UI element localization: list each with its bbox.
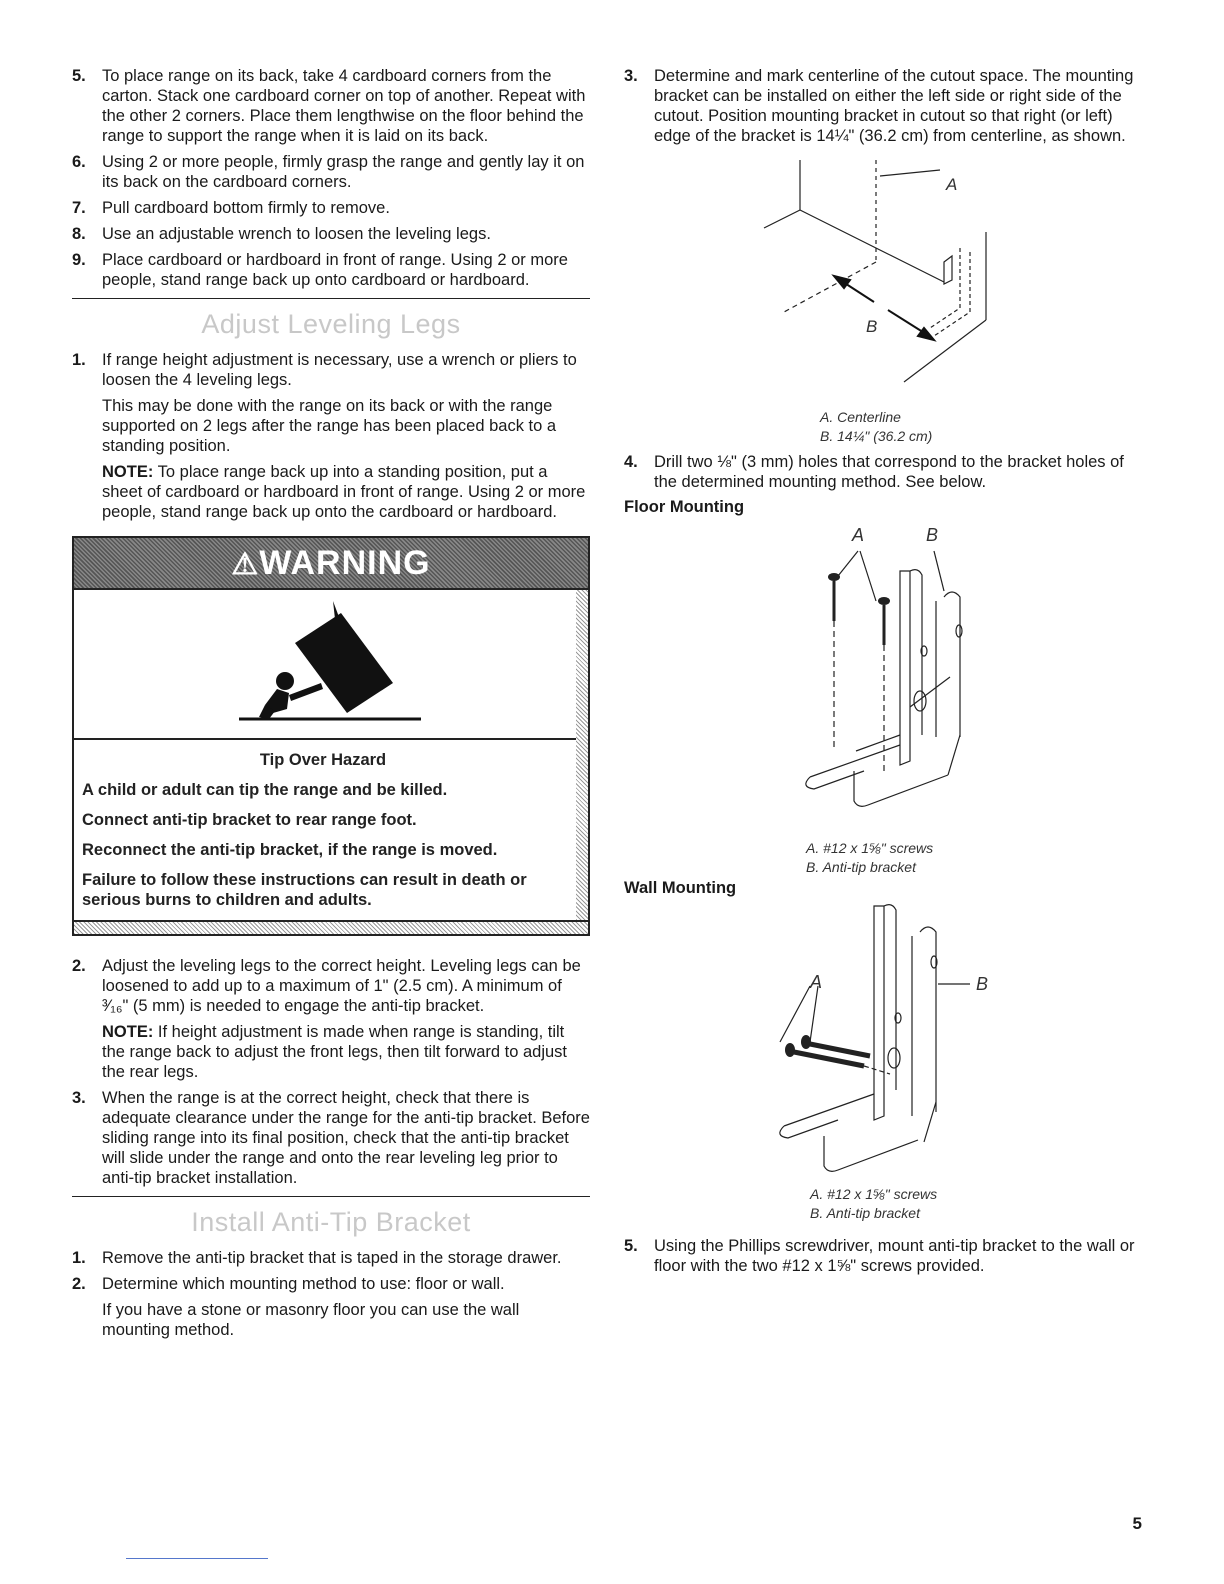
section-title-install: Install Anti-Tip Bracket [191, 1207, 471, 1237]
step-item: 8. Use an adjustable wrench to loosen the leveling legs. [72, 225, 491, 243]
section-divider [72, 298, 590, 299]
label-b: B [976, 974, 989, 994]
wall-bracket-diagram [624, 902, 1144, 1202]
warning-box [72, 536, 590, 936]
note-paragraph: NOTE: If height adjustment is made when range is standing, tilt the range back to adjust the front legs, then tilt forward to adjust the rear legs. [102, 1023, 568, 1081]
footer-rule [126, 1558, 268, 1559]
caption-b: B. 14¼" (36.2 cm) [820, 428, 933, 444]
centerline-diagram [624, 152, 1144, 402]
step-item: 5. Using the Phillips screwdriver, mount anti-tip bracket to the wall or floor with the two #12 x 1⅝" screws provided. [624, 1237, 1135, 1275]
left-column [72, 66, 590, 1346]
step-item: 6. Using 2 or more people, firmly grasp the range and gently lay it on its back on the cardboard corners. [72, 153, 585, 191]
caption-b: B. Anti-tip bracket [810, 1205, 920, 1221]
step-item: 4. Drill two ⅛" (3 mm) holes that correspond to the bracket holes of the determined mounting method. See below. [624, 453, 1124, 491]
warning-line: Failure to follow these instructions can result in death or serious burns to children and adults. [82, 871, 527, 909]
tip-over-illustration [74, 590, 576, 740]
page-number: 5 [1132, 1514, 1142, 1533]
step-item: 2. Adjust the leveling legs to the correct height. Leveling legs can be loosened to add up to a maximum of 1" (2.5 cm). A minimum of ³⁄₁₆" (5 mm) is needed to engage the anti-tip bracket. [72, 957, 581, 1015]
label-b: B [926, 525, 939, 545]
caption-b: B. Anti-tip bracket [806, 859, 916, 875]
caption-a: A. #12 x 1⅝" screws [810, 1186, 938, 1202]
step-item: 1. Remove the anti-tip bracket that is taped in the storage drawer. [72, 1249, 562, 1267]
warning-title: Tip Over Hazard [259, 751, 387, 769]
step-item: 9. Place cardboard or hardboard in front of range. Using 2 or more people, stand range back up onto cardboard or hardboard. [72, 251, 568, 289]
step-item: 2. Determine which mounting method to use: floor or wall. [72, 1275, 505, 1293]
centerline-figure [624, 152, 1144, 444]
wall-mounting-heading: Wall Mounting [624, 879, 737, 897]
caption-a: A. #12 x 1⅝" screws [806, 840, 934, 856]
section-title-adjust: Adjust Leveling Legs [201, 309, 461, 339]
step-item: 3. Determine and mark centerline of the cutout space. The mounting bracket can be installed on either the left side or right side of the cutout. Position mounting bracket in cutout so that right (or left) edge of the bracket is 14¼" (36.2 cm) from centerline, as shown. [624, 67, 1134, 145]
paragraph: This may be done with the range on its back or with the range supported on 2 legs after the range has been placed back to a standing position. [102, 397, 557, 455]
tip-over-icon [225, 597, 425, 731]
label-a: A [852, 525, 865, 545]
step-item: 5. To place range on its back, take 4 cardboard corners from the carton. Stack one cardboard corner on top of another. Repeat with the other 2 corners. Place them lengthwise on the floor behind the range to support the range when it is laid on its back. [72, 67, 586, 145]
wall-mounting-figure [624, 902, 1144, 1228]
warning-line: Connect anti-tip bracket to rear range foot. [82, 811, 417, 829]
section-divider [72, 1196, 590, 1197]
step-item: 1. If range height adjustment is necessary, use a wrench or pliers to loosen the 4 leveling legs. [72, 351, 577, 389]
floor-bracket-diagram [624, 521, 1144, 861]
step-item: 7. Pull cardboard bottom firmly to remove. [72, 199, 390, 217]
warning-line: Reconnect the anti-tip bracket, if the range is moved. [82, 841, 498, 859]
caption-a: A. Centerline [820, 409, 901, 425]
note-paragraph: NOTE: To place range back up into a standing position, put a sheet of cardboard or hardboard in front of range. Using 2 or more people, stand range back up onto the cardboard or hardboard. [102, 463, 586, 521]
paragraph: If you have a stone or masonry floor you can use the wall mounting method. [102, 1301, 520, 1339]
right-column [624, 66, 1144, 1282]
label-a: A [810, 972, 823, 992]
warning-header: ⚠WARNING [74, 538, 588, 588]
label-b: B [866, 317, 878, 336]
floor-mounting-heading: Floor Mounting [624, 498, 745, 516]
step-item: 3. When the range is at the correct height, check that there is adequate clearance under the range for the anti-tip bracket. Before sliding range into its final position, check that the anti-tip bracket will slide under the range and onto the rear leveling leg prior to anti-tip bracket installation. [72, 1089, 590, 1187]
floor-mounting-figure [624, 521, 1144, 873]
warning-line: A child or adult can tip the range and be killed. [82, 781, 448, 799]
label-a: A [946, 175, 958, 194]
warning-triangle-icon: ⚠ [231, 548, 260, 581]
